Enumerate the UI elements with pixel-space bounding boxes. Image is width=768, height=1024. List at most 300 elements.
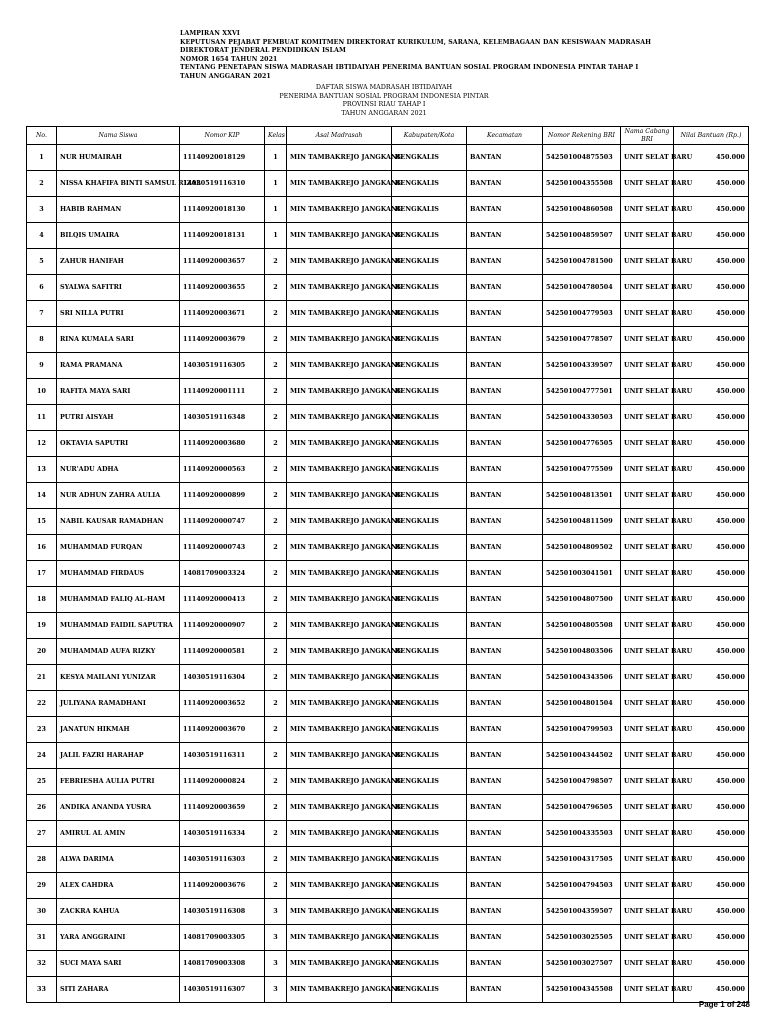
cell-kip: 14081709003324 xyxy=(180,561,265,587)
cell-cabang: UNIT SELAT BARU xyxy=(621,691,674,717)
cell-nama: NUR HUMAIRAH xyxy=(57,145,180,171)
cell-rek: 542501004813501 xyxy=(543,483,621,509)
cell-nilai: 450.000 xyxy=(674,171,749,197)
table-row xyxy=(27,795,749,821)
cell-cabang: UNIT SELAT BARU xyxy=(621,379,674,405)
cell-cabang: UNIT SELAT BARU xyxy=(621,353,674,379)
table-row xyxy=(27,873,749,899)
list-title-line: PENERIMA BANTUAN SOSIAL PROGRAM INDONESIA PINTAR xyxy=(279,91,489,100)
table-row xyxy=(27,769,749,795)
cell-kip: 11140920003655 xyxy=(180,275,265,301)
cell-nilai: 450.000 xyxy=(674,951,749,977)
cell-kec: BANTAN xyxy=(467,977,543,1003)
cell-cabang: UNIT SELAT BARU xyxy=(621,665,674,691)
cell-madrasah: MIN TAMBAKREJO JANGKANG xyxy=(287,665,392,691)
cell-kelas: 2 xyxy=(265,587,287,613)
cell-kip: 11140920003676 xyxy=(180,873,265,899)
cell-kip: 11140920000824 xyxy=(180,769,265,795)
cell-cabang: UNIT SELAT BARU xyxy=(621,275,674,301)
cell-nama: JANATUN HIKMAH xyxy=(57,717,180,743)
cell-madrasah: MIN TAMBAKREJO JANGKANG xyxy=(287,145,392,171)
cell-rek: 542501004317505 xyxy=(543,847,621,873)
cell-rek: 542501004775509 xyxy=(543,457,621,483)
cell-nama: SITI ZAHARA xyxy=(57,977,180,1003)
cell-cabang: UNIT SELAT BARU xyxy=(621,457,674,483)
cell-kab: BENGKALIS xyxy=(392,197,467,223)
cell-madrasah: MIN TAMBAKREJO JANGKANG xyxy=(287,301,392,327)
decree-header-line: TAHUN ANGGARAN 2021 xyxy=(180,72,271,80)
cell-kec: BANTAN xyxy=(467,847,543,873)
cell-kelas: 2 xyxy=(265,379,287,405)
cell-nama: AMIRUL AL AMIN xyxy=(57,821,180,847)
cell-rek: 542501004801504 xyxy=(543,691,621,717)
cell-kab: BENGKALIS xyxy=(392,561,467,587)
cell-nilai: 450.000 xyxy=(674,561,749,587)
cell-kelas: 2 xyxy=(265,275,287,301)
cell-kip: 14081709003308 xyxy=(180,951,265,977)
cell-nilai: 450.000 xyxy=(674,327,749,353)
table-row xyxy=(27,275,749,301)
list-title xyxy=(0,83,768,117)
cell-kec: BANTAN xyxy=(467,821,543,847)
cell-nama: YARA ANGGRAINI xyxy=(57,925,180,951)
cell-rek: 542501004798507 xyxy=(543,769,621,795)
table-row xyxy=(27,301,749,327)
cell-nilai: 450.000 xyxy=(674,743,749,769)
cell-rek: 542501004355508 xyxy=(543,171,621,197)
cell-cabang: UNIT SELAT BARU xyxy=(621,613,674,639)
cell-kab: BENGKALIS xyxy=(392,847,467,873)
cell-nama: MUHAMMAD FAIDIL SAPUTRA xyxy=(57,613,180,639)
cell-kip: 11140920003680 xyxy=(180,431,265,457)
cell-cabang: UNIT SELAT BARU xyxy=(621,925,674,951)
cell-kec: BANTAN xyxy=(467,223,543,249)
cell-madrasah: MIN TAMBAKREJO JANGKANG xyxy=(287,405,392,431)
cell-kip: 11140920018131 xyxy=(180,223,265,249)
cell-kab: BENGKALIS xyxy=(392,457,467,483)
cell-cabang: UNIT SELAT BARU xyxy=(621,561,674,587)
cell-madrasah: MIN TAMBAKREJO JANGKANG xyxy=(287,951,392,977)
cell-madrasah: MIN TAMBAKREJO JANGKANG xyxy=(287,899,392,925)
cell-rek: 542501004811509 xyxy=(543,509,621,535)
cell-nilai: 450.000 xyxy=(674,795,749,821)
cell-nilai: 450.000 xyxy=(674,483,749,509)
table-row xyxy=(27,535,749,561)
cell-kelas: 2 xyxy=(265,613,287,639)
cell-kip: 14030519116310 xyxy=(180,171,265,197)
cell-kelas: 2 xyxy=(265,249,287,275)
cell-no: 29 xyxy=(27,873,57,899)
cell-no: 24 xyxy=(27,743,57,769)
page-number: Page 1 of 248 xyxy=(698,1000,750,1009)
cell-nama: FEBRIESHA AULIA PUTRI xyxy=(57,769,180,795)
table-row xyxy=(27,249,749,275)
cell-nama: MUHAMMAD FALIQ AL-HAM xyxy=(57,587,180,613)
cell-nilai: 450.000 xyxy=(674,145,749,171)
column-header: No. xyxy=(27,127,57,145)
cell-nama: SYALWA SAFITRI xyxy=(57,275,180,301)
cell-no: 23 xyxy=(27,717,57,743)
cell-rek: 542501004803506 xyxy=(543,639,621,665)
cell-kelas: 2 xyxy=(265,665,287,691)
cell-nilai: 450.000 xyxy=(674,301,749,327)
table-row xyxy=(27,613,749,639)
cell-rek: 542501004339507 xyxy=(543,353,621,379)
cell-madrasah: MIN TAMBAKREJO JANGKANG xyxy=(287,561,392,587)
cell-rek: 542501004345508 xyxy=(543,977,621,1003)
decree-header-line: LAMPIRAN XXVI xyxy=(180,30,240,37)
cell-kec: BANTAN xyxy=(467,795,543,821)
cell-cabang: UNIT SELAT BARU xyxy=(621,145,674,171)
cell-cabang: UNIT SELAT BARU xyxy=(621,509,674,535)
cell-nama: ALEX CAHDRA xyxy=(57,873,180,899)
cell-rek: 542501004799503 xyxy=(543,717,621,743)
cell-nama: NUR ADHUN ZAHRA AULIA xyxy=(57,483,180,509)
cell-rek: 542501004875503 xyxy=(543,145,621,171)
cell-kip: 11140920000907 xyxy=(180,613,265,639)
cell-kelas: 2 xyxy=(265,639,287,665)
cell-no: 10 xyxy=(27,379,57,405)
cell-nilai: 450.000 xyxy=(674,197,749,223)
cell-kip: 14030519116307 xyxy=(180,977,265,1003)
cell-no: 25 xyxy=(27,769,57,795)
cell-no: 18 xyxy=(27,587,57,613)
cell-no: 2 xyxy=(27,171,57,197)
cell-kelas: 1 xyxy=(265,145,287,171)
cell-cabang: UNIT SELAT BARU xyxy=(621,977,674,1003)
cell-kec: BANTAN xyxy=(467,301,543,327)
cell-cabang: UNIT SELAT BARU xyxy=(621,301,674,327)
cell-kec: BANTAN xyxy=(467,717,543,743)
table-row xyxy=(27,431,749,457)
cell-madrasah: MIN TAMBAKREJO JANGKANG xyxy=(287,873,392,899)
cell-no: 9 xyxy=(27,353,57,379)
decree-header-line: DIREKTORAT JENDERAL PENDIDIKAN ISLAM xyxy=(180,47,346,55)
table-row xyxy=(27,405,749,431)
cell-kab: BENGKALIS xyxy=(392,249,467,275)
column-header: Kelas xyxy=(265,127,287,145)
cell-no: 6 xyxy=(27,275,57,301)
cell-rek: 542501004809502 xyxy=(543,535,621,561)
cell-kec: BANTAN xyxy=(467,951,543,977)
cell-kip: 11140920000581 xyxy=(180,639,265,665)
table-row xyxy=(27,197,749,223)
cell-kec: BANTAN xyxy=(467,483,543,509)
cell-kip: 14030519116308 xyxy=(180,899,265,925)
column-header: Nomor KIP xyxy=(180,127,265,145)
cell-no: 14 xyxy=(27,483,57,509)
cell-rek: 542501004807500 xyxy=(543,587,621,613)
cell-kelas: 2 xyxy=(265,431,287,457)
cell-kab: BENGKALIS xyxy=(392,691,467,717)
cell-nilai: 450.000 xyxy=(674,353,749,379)
cell-nama: ZAHUR HANIFAH xyxy=(57,249,180,275)
cell-kec: BANTAN xyxy=(467,665,543,691)
cell-kelas: 2 xyxy=(265,301,287,327)
table-row xyxy=(27,353,749,379)
cell-madrasah: MIN TAMBAKREJO JANGKANG xyxy=(287,717,392,743)
cell-madrasah: MIN TAMBAKREJO JANGKANG xyxy=(287,327,392,353)
cell-kip: 14081709003305 xyxy=(180,925,265,951)
cell-nama: KESYA MAILANI YUNIZAR xyxy=(57,665,180,691)
cell-madrasah: MIN TAMBAKREJO JANGKANG xyxy=(287,353,392,379)
cell-kip: 14030519116334 xyxy=(180,821,265,847)
cell-no: 20 xyxy=(27,639,57,665)
cell-cabang: UNIT SELAT BARU xyxy=(621,847,674,873)
cell-no: 21 xyxy=(27,665,57,691)
cell-kelas: 2 xyxy=(265,327,287,353)
cell-kab: BENGKALIS xyxy=(392,353,467,379)
cell-rek: 542501004344502 xyxy=(543,743,621,769)
cell-kab: BENGKALIS xyxy=(392,223,467,249)
cell-kip: 14030519116305 xyxy=(180,353,265,379)
decree-header xyxy=(180,30,651,82)
cell-no: 16 xyxy=(27,535,57,561)
cell-kec: BANTAN xyxy=(467,925,543,951)
cell-nama: RAMA PRAMANA xyxy=(57,353,180,379)
cell-kelas: 1 xyxy=(265,223,287,249)
table-row xyxy=(27,457,749,483)
cell-rek: 542501004805508 xyxy=(543,613,621,639)
cell-kab: BENGKALIS xyxy=(392,769,467,795)
cell-kab: BENGKALIS xyxy=(392,379,467,405)
cell-rek: 542501004779503 xyxy=(543,301,621,327)
cell-kelas: 2 xyxy=(265,873,287,899)
cell-cabang: UNIT SELAT BARU xyxy=(621,587,674,613)
cell-no: 1 xyxy=(27,145,57,171)
cell-rek: 542501004781500 xyxy=(543,249,621,275)
cell-madrasah: MIN TAMBAKREJO JANGKANG xyxy=(287,431,392,457)
cell-kab: BENGKALIS xyxy=(392,743,467,769)
cell-nama: SRI NILLA PUTRI xyxy=(57,301,180,327)
cell-nama: BILQIS UMAIRA xyxy=(57,223,180,249)
cell-nilai: 450.000 xyxy=(674,873,749,899)
cell-cabang: UNIT SELAT BARU xyxy=(621,639,674,665)
table-row xyxy=(27,691,749,717)
cell-kelas: 2 xyxy=(265,691,287,717)
cell-madrasah: MIN TAMBAKREJO JANGKANG xyxy=(287,249,392,275)
cell-madrasah: MIN TAMBAKREJO JANGKANG xyxy=(287,197,392,223)
cell-kelas: 1 xyxy=(265,197,287,223)
cell-no: 12 xyxy=(27,431,57,457)
cell-kelas: 3 xyxy=(265,925,287,951)
cell-kip: 11140920018129 xyxy=(180,145,265,171)
cell-rek: 542501004359507 xyxy=(543,899,621,925)
cell-kab: BENGKALIS xyxy=(392,717,467,743)
cell-rek: 542501004343506 xyxy=(543,665,621,691)
cell-nilai: 450.000 xyxy=(674,977,749,1003)
cell-nama: NISSA KHAFIFA BINTI SAMSUL RIZAL xyxy=(57,171,180,197)
decree-header-line: KEPUTUSAN PEJABAT PEMBUAT KOMITMEN DIREKTORAT KURIKULUM, SARANA, KELEMBAGAAN DAN KESISWAAN MADRASAH xyxy=(180,38,652,46)
cell-cabang: UNIT SELAT BARU xyxy=(621,743,674,769)
decree-header-line: TENTANG PENETAPAN SISWA MADRASAH IBTIDAIYAH PENERIMA BANTUAN SOSIAL PROGRAM INDONESIA PINTAR TAHAP I xyxy=(180,64,639,72)
cell-kelas: 2 xyxy=(265,847,287,873)
cell-kelas: 2 xyxy=(265,457,287,483)
cell-kip: 11140920003679 xyxy=(180,327,265,353)
cell-rek: 542501003027507 xyxy=(543,951,621,977)
cell-kelas: 2 xyxy=(265,717,287,743)
cell-kelas: 2 xyxy=(265,795,287,821)
cell-kip: 14030519116304 xyxy=(180,665,265,691)
cell-kec: BANTAN xyxy=(467,691,543,717)
cell-kip: 11140920000563 xyxy=(180,457,265,483)
cell-kab: BENGKALIS xyxy=(392,873,467,899)
table-row xyxy=(27,509,749,535)
table-row xyxy=(27,171,749,197)
cell-no: 4 xyxy=(27,223,57,249)
cell-nilai: 450.000 xyxy=(674,223,749,249)
cell-kab: BENGKALIS xyxy=(392,327,467,353)
cell-nama: ZACKRA KAHUA xyxy=(57,899,180,925)
cell-rek: 542501004780504 xyxy=(543,275,621,301)
cell-kab: BENGKALIS xyxy=(392,795,467,821)
cell-nilai: 450.000 xyxy=(674,847,749,873)
cell-kec: BANTAN xyxy=(467,405,543,431)
column-header: Asal Madrasah xyxy=(287,127,392,145)
table-row xyxy=(27,327,749,353)
cell-madrasah: MIN TAMBAKREJO JANGKANG xyxy=(287,847,392,873)
cell-nilai: 450.000 xyxy=(674,639,749,665)
cell-kec: BANTAN xyxy=(467,639,543,665)
cell-no: 28 xyxy=(27,847,57,873)
cell-kip: 11140920018130 xyxy=(180,197,265,223)
cell-kelas: 2 xyxy=(265,405,287,431)
cell-no: 30 xyxy=(27,899,57,925)
cell-kelas: 2 xyxy=(265,769,287,795)
cell-kip: 11140920003671 xyxy=(180,301,265,327)
cell-nama: ANDIKA ANANDA YUSRA xyxy=(57,795,180,821)
cell-cabang: UNIT SELAT BARU xyxy=(621,535,674,561)
cell-kelas: 3 xyxy=(265,899,287,925)
cell-nilai: 450.000 xyxy=(674,379,749,405)
table-row xyxy=(27,977,749,1003)
cell-nilai: 450.000 xyxy=(674,275,749,301)
cell-kip: 11140920000899 xyxy=(180,483,265,509)
cell-nilai: 450.000 xyxy=(674,405,749,431)
cell-madrasah: MIN TAMBAKREJO JANGKANG xyxy=(287,275,392,301)
cell-kab: BENGKALIS xyxy=(392,899,467,925)
cell-cabang: UNIT SELAT BARU xyxy=(621,223,674,249)
cell-kec: BANTAN xyxy=(467,587,543,613)
cell-nama: MUHAMMAD FURQAN xyxy=(57,535,180,561)
cell-kab: BENGKALIS xyxy=(392,431,467,457)
cell-kab: BENGKALIS xyxy=(392,145,467,171)
cell-kec: BANTAN xyxy=(467,613,543,639)
table-row xyxy=(27,483,749,509)
cell-kip: 11140920000747 xyxy=(180,509,265,535)
cell-no: 3 xyxy=(27,197,57,223)
cell-rek: 542501004776505 xyxy=(543,431,621,457)
cell-nilai: 450.000 xyxy=(674,431,749,457)
cell-nama: ALWA DARIMA xyxy=(57,847,180,873)
cell-no: 11 xyxy=(27,405,57,431)
cell-kelas: 3 xyxy=(265,977,287,1003)
cell-cabang: UNIT SELAT BARU xyxy=(621,431,674,457)
list-title-line: PROVINSI RIAU TAHAP I xyxy=(342,100,426,109)
cell-madrasah: MIN TAMBAKREJO JANGKANG xyxy=(287,977,392,1003)
cell-rek: 542501004777501 xyxy=(543,379,621,405)
cell-kec: BANTAN xyxy=(467,249,543,275)
table-row xyxy=(27,223,749,249)
cell-kelas: 2 xyxy=(265,483,287,509)
decree-header-line: NOMOR 1654 TAHUN 2021 xyxy=(180,55,278,63)
cell-kec: BANTAN xyxy=(467,899,543,925)
cell-cabang: UNIT SELAT BARU xyxy=(621,327,674,353)
cell-no: 8 xyxy=(27,327,57,353)
cell-kec: BANTAN xyxy=(467,509,543,535)
cell-no: 7 xyxy=(27,301,57,327)
cell-kec: BANTAN xyxy=(467,431,543,457)
cell-kip: 14030519116303 xyxy=(180,847,265,873)
cell-rek: 542501003041501 xyxy=(543,561,621,587)
cell-nama: NUR'ADU ADHA xyxy=(57,457,180,483)
table-row xyxy=(27,951,749,977)
column-header: Nama Cabang BRI xyxy=(621,127,674,145)
cell-cabang: UNIT SELAT BARU xyxy=(621,821,674,847)
cell-nama: JALIL FAZRI HARAHAP xyxy=(57,743,180,769)
cell-kab: BENGKALIS xyxy=(392,509,467,535)
cell-nama: RINA KUMALA SARI xyxy=(57,327,180,353)
cell-madrasah: MIN TAMBAKREJO JANGKANG xyxy=(287,509,392,535)
cell-kip: 14030519116311 xyxy=(180,743,265,769)
cell-cabang: UNIT SELAT BARU xyxy=(621,899,674,925)
cell-kec: BANTAN xyxy=(467,743,543,769)
cell-kec: BANTAN xyxy=(467,275,543,301)
cell-nama: HABIB RAHMAN xyxy=(57,197,180,223)
cell-rek: 542501004778507 xyxy=(543,327,621,353)
cell-kec: BANTAN xyxy=(467,379,543,405)
cell-nama: MUHAMMAD FIRDAUS xyxy=(57,561,180,587)
cell-kab: BENGKALIS xyxy=(392,587,467,613)
table-row xyxy=(27,665,749,691)
cell-madrasah: MIN TAMBAKREJO JANGKANG xyxy=(287,743,392,769)
cell-cabang: UNIT SELAT BARU xyxy=(621,483,674,509)
cell-nilai: 450.000 xyxy=(674,457,749,483)
cell-cabang: UNIT SELAT BARU xyxy=(621,405,674,431)
cell-kip: 11140920001111 xyxy=(180,379,265,405)
student-table xyxy=(26,126,749,1003)
cell-madrasah: MIN TAMBAKREJO JANGKANG xyxy=(287,171,392,197)
cell-madrasah: MIN TAMBAKREJO JANGKANG xyxy=(287,223,392,249)
cell-nilai: 450.000 xyxy=(674,821,749,847)
cell-nilai: 450.000 xyxy=(674,509,749,535)
cell-kip: 11140920003652 xyxy=(180,691,265,717)
cell-nama: OKTAVIA SAPUTRI xyxy=(57,431,180,457)
cell-kab: BENGKALIS xyxy=(392,405,467,431)
cell-madrasah: MIN TAMBAKREJO JANGKANG xyxy=(287,379,392,405)
table-row xyxy=(27,145,749,171)
cell-madrasah: MIN TAMBAKREJO JANGKANG xyxy=(287,535,392,561)
cell-kec: BANTAN xyxy=(467,327,543,353)
cell-kab: BENGKALIS xyxy=(392,535,467,561)
cell-nilai: 450.000 xyxy=(674,249,749,275)
cell-rek: 542501004794503 xyxy=(543,873,621,899)
cell-no: 15 xyxy=(27,509,57,535)
cell-kab: BENGKALIS xyxy=(392,977,467,1003)
cell-kelas: 1 xyxy=(265,171,287,197)
cell-kelas: 2 xyxy=(265,353,287,379)
cell-kelas: 2 xyxy=(265,821,287,847)
cell-cabang: UNIT SELAT BARU xyxy=(621,717,674,743)
cell-rek: 542501004860508 xyxy=(543,197,621,223)
cell-kec: BANTAN xyxy=(467,457,543,483)
cell-kab: BENGKALIS xyxy=(392,275,467,301)
cell-madrasah: MIN TAMBAKREJO JANGKANG xyxy=(287,483,392,509)
column-header: Kabupaten/Kota xyxy=(392,127,467,145)
cell-nama: RAFITA MAYA SARI xyxy=(57,379,180,405)
cell-kab: BENGKALIS xyxy=(392,925,467,951)
cell-kab: BENGKALIS xyxy=(392,951,467,977)
